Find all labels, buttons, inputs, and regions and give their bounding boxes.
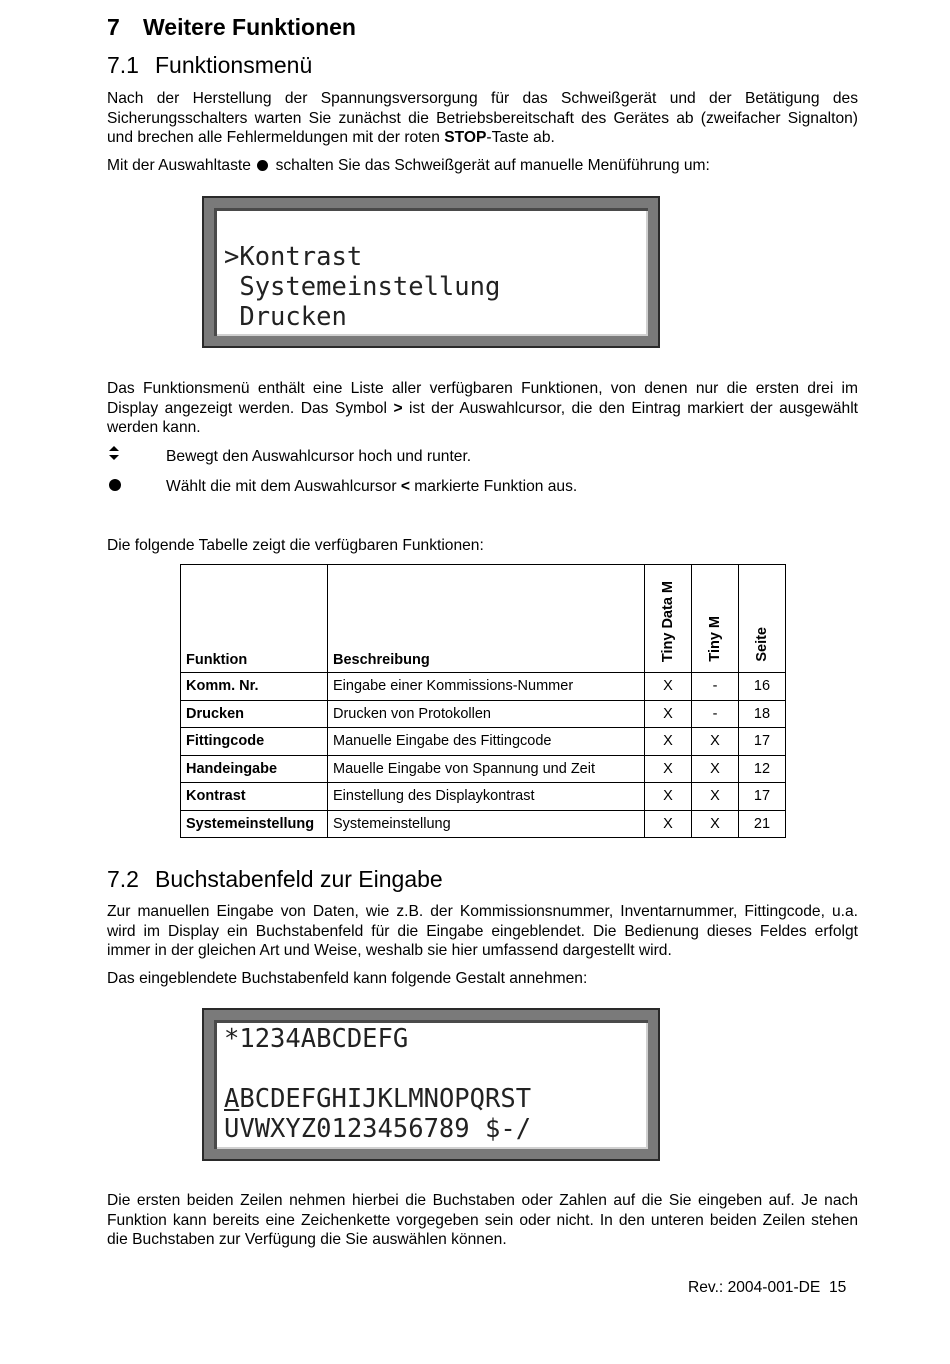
cell-tiny-m: - xyxy=(692,673,739,701)
bullet-text-updown: Bewegt den Auswahlcursor hoch und runter. xyxy=(166,448,472,465)
lcd-line-3: Drucken xyxy=(224,302,347,332)
menu-description-paragraph xyxy=(107,379,858,438)
cell-seite: 17 xyxy=(739,783,786,811)
cell-seite: 12 xyxy=(739,755,786,783)
functions-table xyxy=(180,564,786,838)
lcd-screen xyxy=(214,208,648,336)
select-key-paragraph xyxy=(107,156,858,176)
lcd-screen xyxy=(214,1020,648,1149)
lcd-input-line: *1234ABCDEFG xyxy=(224,1024,409,1054)
table-row xyxy=(181,700,786,728)
subsection-heading-7-2 xyxy=(107,866,443,893)
menu-description-text: Das Funktionsmenü enthält eine Liste aller verfügbaren Funktionen, von denen nur die ersten drei im Display angezeigt werden. Das Symbol xyxy=(107,380,858,417)
section-title: Weitere Funktionen xyxy=(143,14,356,40)
cell-seite: 16 xyxy=(739,673,786,701)
cell-tiny-data-m: X xyxy=(645,783,692,811)
up-down-arrows-icon xyxy=(108,445,120,461)
header-seite-label: Seite xyxy=(754,627,770,662)
page-number: 15 xyxy=(829,1279,847,1296)
letter-field-description: Die ersten beiden Zeilen nehmen hierbei die Buchstaben oder Zahlen auf die Sie eingeben auf. Je nach Funktion kann bereits eine Zeichenkette vorgegeben sein oder nicht. In den unteren beiden Zeilen stehen die Buchstaben zur Verfügung die Sie auswählen können. xyxy=(107,1192,858,1248)
lcd-letters-rest: BCDEFGHIJKLMNOPQRST xyxy=(239,1084,532,1114)
subsection-heading-7-1 xyxy=(107,52,312,79)
intro-text: Nach der Herstellung der Spannungsversorgung für das Schweißgerät und der Betätigung des Sicherungsschalters warten Sie zunächst die Betriebsbereitschaft des Gerätes ab (zweifacher Signalton) und brechen alle Fehlermeldungen mit der roten xyxy=(107,90,858,146)
cell-beschreibung: Drucken von Protokollen xyxy=(328,700,645,728)
lcd-selected-letter: A xyxy=(224,1084,240,1114)
cell-tiny-data-m: X xyxy=(645,755,692,783)
cell-tiny-m: X xyxy=(692,755,739,783)
input-field-shape-paragraph: Das eingeblendete Buchstabenfeld kann folgende Gestalt annehmen: xyxy=(107,970,588,987)
cell-beschreibung: Systemeinstellung xyxy=(328,810,645,838)
subsection-number: 7.2 xyxy=(107,866,139,892)
subsection-number: 7.1 xyxy=(107,52,139,78)
cell-seite: 17 xyxy=(739,728,786,756)
bullet-text-symbol: < xyxy=(400,478,410,495)
cell-tiny-data-m: X xyxy=(645,673,692,701)
cell-funktion: Kontrast xyxy=(181,783,328,811)
lcd-line-2: Systemeinstellung xyxy=(224,272,501,302)
stop-key-label: STOP xyxy=(444,129,487,146)
menu-description-text-end: ist der Auswahlcursor, die den Eintrag markiert der ausgewählt werden kann. xyxy=(107,399,859,436)
cell-tiny-data-m: X xyxy=(645,700,692,728)
cell-tiny-m: X xyxy=(692,783,739,811)
bullet-row-select xyxy=(107,478,858,498)
table-intro: Die folgende Tabelle zeigt die verfügbaren Funktionen: xyxy=(107,537,484,554)
cell-seite: 21 xyxy=(739,810,786,838)
section-number: 7 xyxy=(107,14,120,40)
cell-tiny-m: X xyxy=(692,810,739,838)
cell-beschreibung: Mauelle Eingabe von Spannung und Zeit xyxy=(328,755,645,783)
select-key-dot-icon xyxy=(257,160,268,171)
select-key-text-end: schalten Sie das Schweißgerät auf manuelle Menüführung um: xyxy=(275,157,710,174)
header-tiny-data-m xyxy=(645,565,692,673)
revision-label: Rev.: 2004-001-DE xyxy=(688,1279,821,1296)
cell-seite: 18 xyxy=(739,700,786,728)
cell-funktion: Drucken xyxy=(181,700,328,728)
select-key-text: Mit der Auswahltaste xyxy=(107,157,251,174)
lcd-line-1: >Kontrast xyxy=(224,242,363,272)
table-row xyxy=(181,673,786,701)
table-row xyxy=(181,783,786,811)
cell-beschreibung: Eingabe einer Kommissions-Nummer xyxy=(328,673,645,701)
cell-tiny-m: X xyxy=(692,728,739,756)
page-footer xyxy=(688,1279,846,1297)
header-tiny-data-m-label: Tiny Data M xyxy=(660,580,676,662)
cell-funktion: Fittingcode xyxy=(181,728,328,756)
filled-dot-icon xyxy=(109,479,121,491)
cell-beschreibung: Manuelle Eingabe des Fittingcode xyxy=(328,728,645,756)
section-heading xyxy=(107,14,356,41)
table-row xyxy=(181,728,786,756)
table-row xyxy=(181,810,786,838)
intro-text-end: -Taste ab. xyxy=(486,129,555,146)
subsection-title: Buchstabenfeld zur Eingabe xyxy=(155,866,443,892)
intro-paragraph xyxy=(107,89,858,148)
cell-tiny-m: - xyxy=(692,700,739,728)
lcd-letters-line-2: UVWXYZ0123456789 $-/ xyxy=(224,1114,532,1144)
cell-funktion: Systemeinstellung xyxy=(181,810,328,838)
cursor-symbol: > xyxy=(393,399,403,417)
subsection-title: Funktionsmenü xyxy=(155,52,313,78)
bullet-row-updown xyxy=(107,448,858,468)
table-header-row xyxy=(181,565,786,673)
header-tiny-m xyxy=(692,565,739,673)
header-tiny-m-label: Tiny M xyxy=(707,616,723,662)
bullet-text-a: Wählt die mit dem Auswahlcursor xyxy=(166,478,401,495)
bullet-text-b: markierte Funktion aus. xyxy=(409,478,578,495)
header-beschreibung: Beschreibung xyxy=(328,565,645,673)
lcd-display-menu xyxy=(202,196,660,348)
cell-tiny-data-m: X xyxy=(645,728,692,756)
header-seite xyxy=(739,565,786,673)
bullet-text-select xyxy=(166,478,577,496)
lcd-display-letter-field xyxy=(202,1008,660,1161)
table-row xyxy=(181,755,786,783)
lcd-letters-line-1 xyxy=(224,1084,531,1114)
input-field-paragraph: Zur manuellen Eingabe von Daten, wie z.B. der Kommissionsnummer, Inventarnummer, Fittingcode, u.a. wird im Display ein Buchstabenfeld für die Eingabe eingeblendet. Die Bedienung dieses Feldes erfolgt immer in der gleichen Art und Weise, weshalb sie hier umfassend dargestellt wird. xyxy=(107,903,858,959)
cell-beschreibung: Einstellung des Displaykontrast xyxy=(328,783,645,811)
header-funktion: Funktion xyxy=(181,565,328,673)
cell-funktion: Handeingabe xyxy=(181,755,328,783)
cell-tiny-data-m: X xyxy=(645,810,692,838)
cell-funktion: Komm. Nr. xyxy=(181,673,328,701)
